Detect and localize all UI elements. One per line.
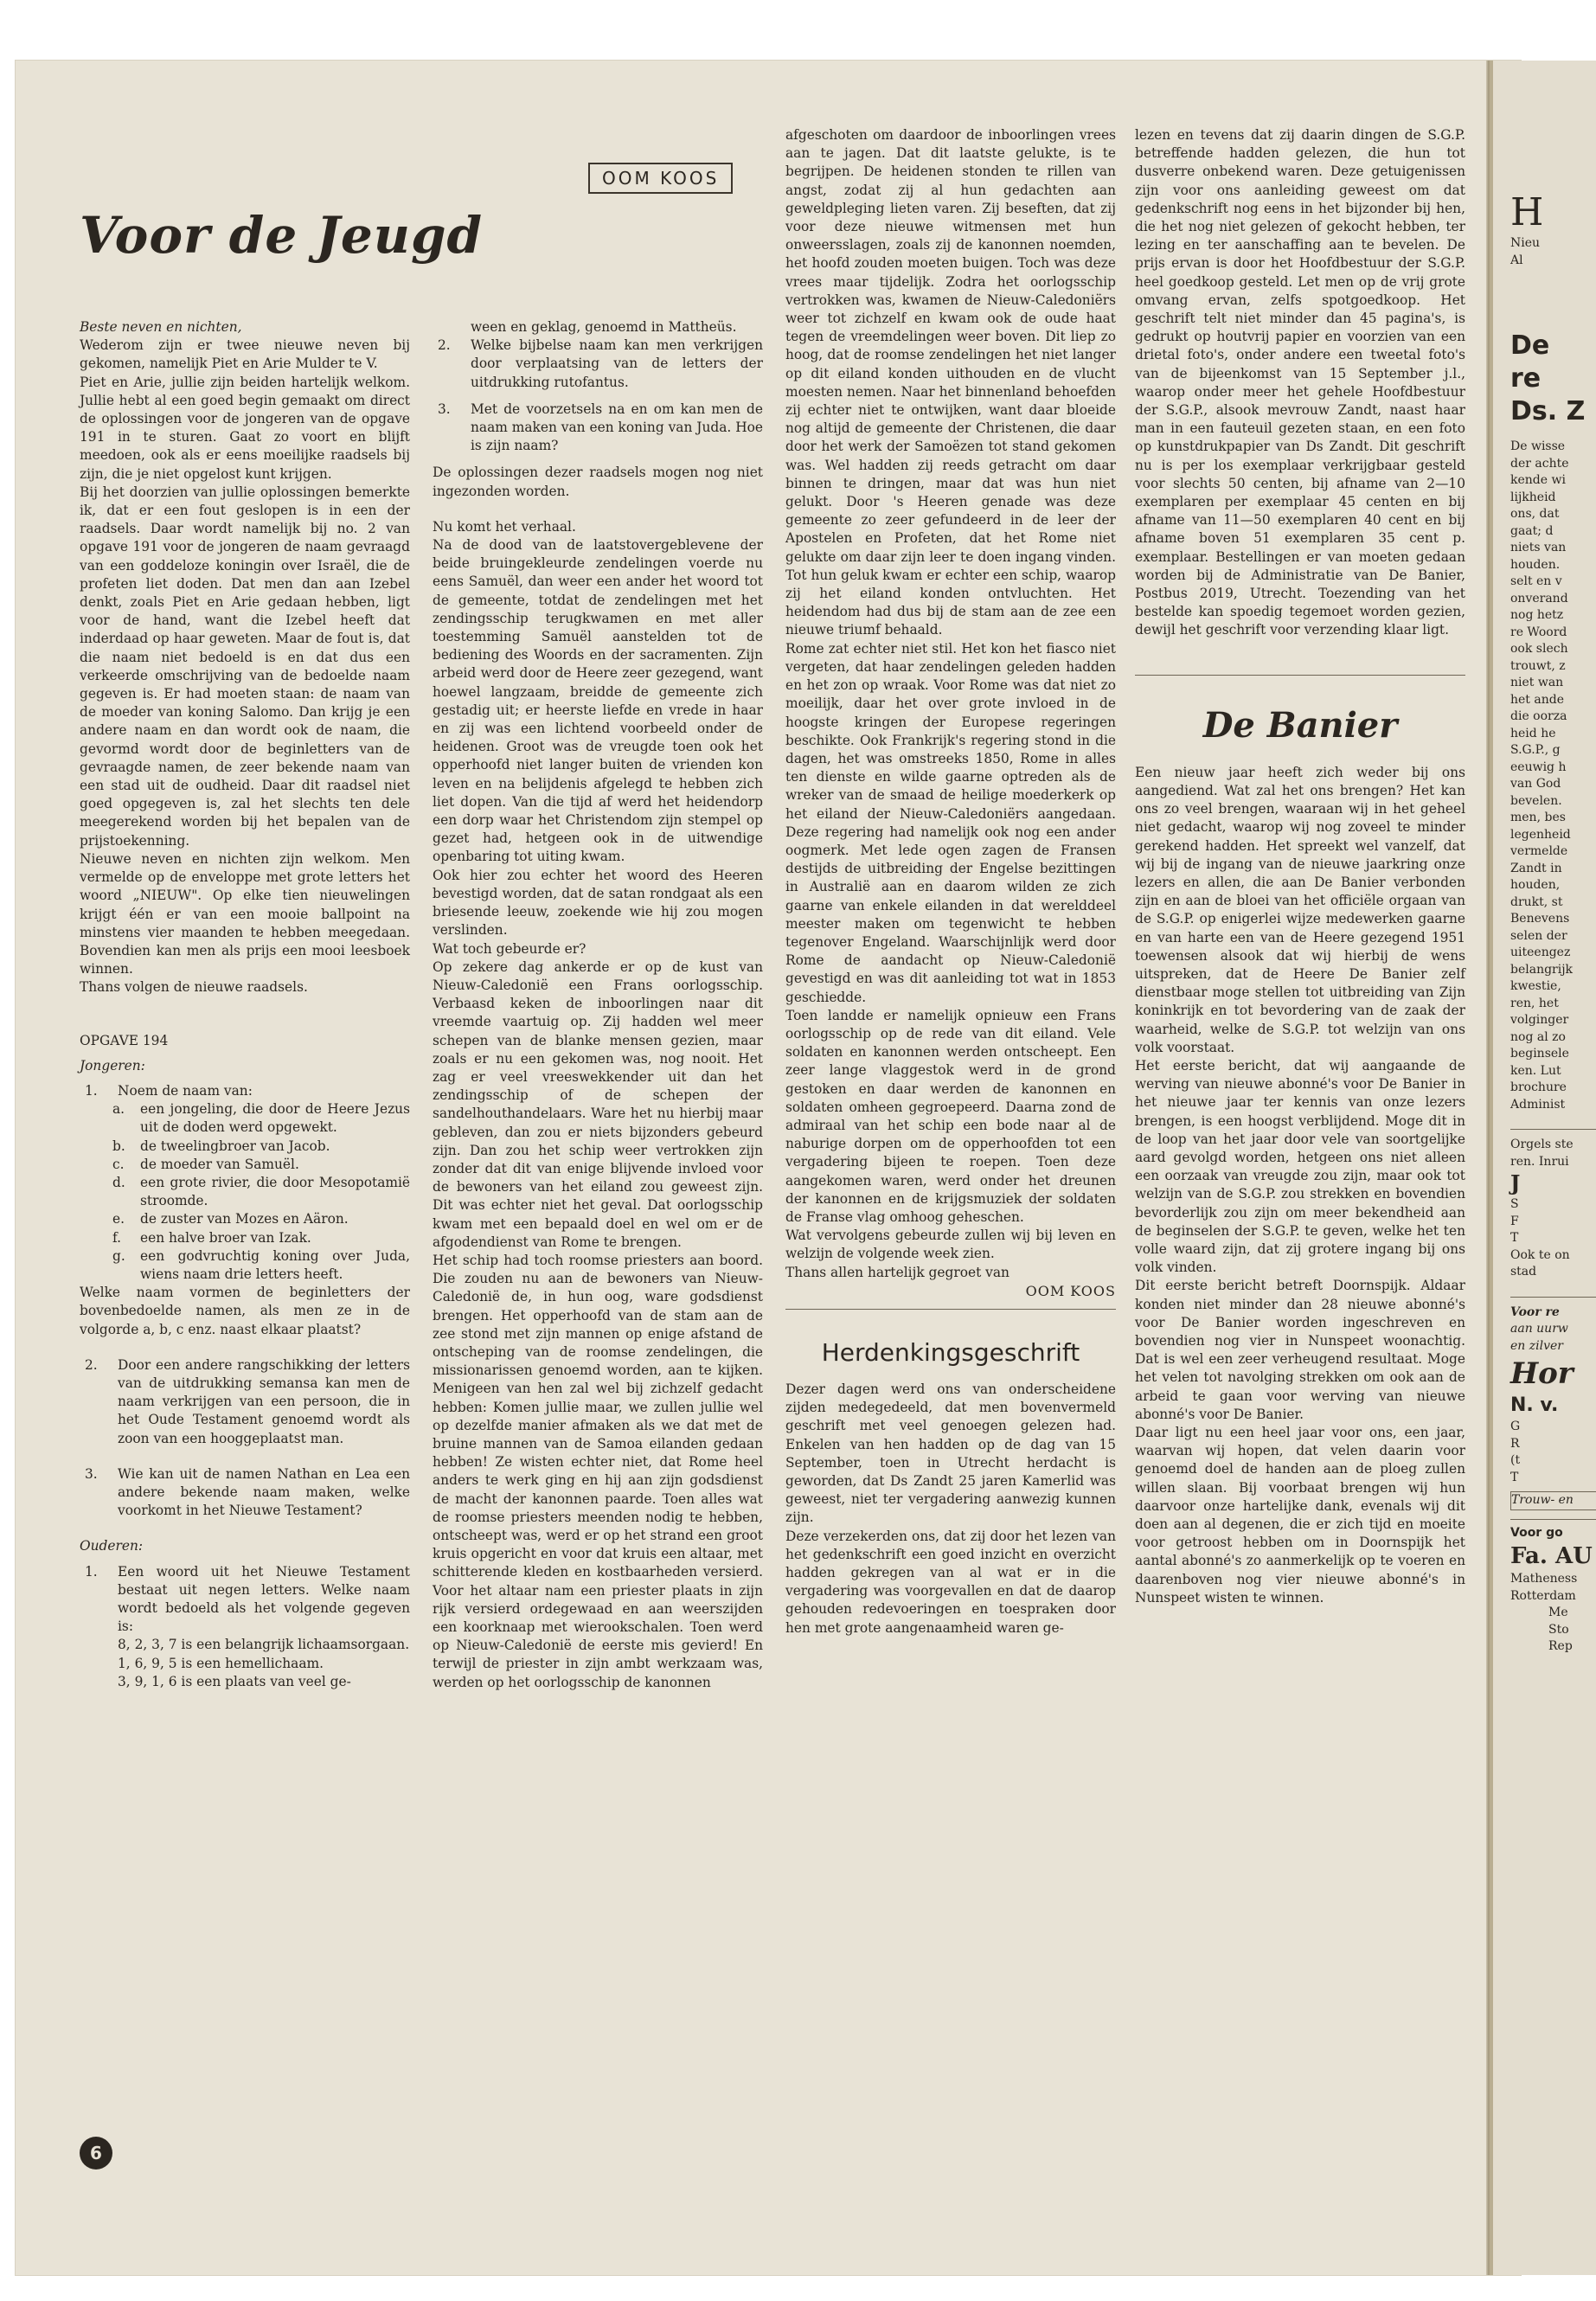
fragment-line: houden,	[1510, 878, 1561, 892]
question-item: 2. Door een andere rangschikking der letters van de uitdrukking semansa kan men de naam verkrijgen van een persoon, die in het Oude Testament genoemd wordt als zoon van een hooggeplaatst man.	[85, 1356, 410, 1446]
paragraph: Wat vervolgens gebeurde zullen wij bij leven en welzijn de volgende week zien.	[785, 1227, 1116, 1262]
fragment-line: S	[1510, 1197, 1519, 1211]
sub-question: c. de moeder van Samuël.	[112, 1156, 299, 1172]
fragment-line: der achte	[1510, 456, 1569, 471]
fragment-line: Voor re	[1510, 1304, 1560, 1319]
author-box	[588, 163, 733, 194]
paragraph: Toen landde er namelijk opnieuw een Frans oorlogsschip op de rede van dit eiland. Vele soldaten en kanonnen werden ontscheept. Een zeer lange vlaggestok werd in de grond gestoken en daar werden de kanonnen en soldaten omheen gegroepeerd. Daarna zond de admiraal van het schip een bode naar al de naburige dorpen om de opperhoofden tot een vergadering bijeen te roepen. Toen deze aangekomen waren, werd onder het dreunen der kanonnen en de krijgsmuziek der soldaten de Franse vlag omhoog geheschen.	[785, 1007, 1116, 1225]
fragment-line: aan uurw	[1510, 1322, 1568, 1336]
paragraph: Deze verzekerden ons, dat zij door het lezen van het gedenkschrift een goed inzicht en overzicht hadden gekregen van al wat er in die vergadering was voorgevallen en dat de daarop gehouden redevoeringen en toespraken door hen met grote aangenaamheid waren ge-	[785, 1528, 1116, 1636]
fragment-line: S.G.P., g	[1510, 743, 1561, 757]
fragment-line: re	[1510, 363, 1542, 394]
fragment-line: die oorza	[1510, 709, 1567, 723]
fragment-line: R	[1510, 1436, 1520, 1451]
fragment-line: Voor go	[1510, 1525, 1563, 1540]
fragment-line: heid he	[1510, 726, 1556, 740]
paragraph: Thans allen hartelijk gegroet van	[785, 1264, 1010, 1280]
paragraph: Thans volgen de nieuwe raadsels.	[80, 979, 308, 996]
author-box-label: OOM KOOS	[588, 163, 733, 194]
paragraph: Dezer dagen werd ons van onderscheidene zijden medegedeeld, dat men bovenvermeld geschrift met veel genoegen gelezen had. Enkelen van hen hadden op de dag van 15 September, toen in Utrecht herdacht is geworden, dat Ds Zandt 25 jaren Kamerlid was geweest, niet ter vergadering aanwezig kunnen zijn.	[785, 1381, 1116, 1526]
adjacent-page-text	[1510, 190, 1596, 1656]
fragment-line: beginsele	[1510, 1047, 1569, 1061]
sub-question: f. een halve broer van Izak.	[112, 1229, 311, 1246]
fragment-line: De	[1510, 330, 1550, 361]
sub-question: d. een grote rivier, die door Mesopotamië stroomde.	[112, 1174, 410, 1209]
fragment-line: kende wi	[1510, 473, 1566, 487]
fragment-line: Hor	[1510, 1356, 1574, 1391]
paragraph: Nieuwe neven en nichten zijn welkom. Men vermelde op de enveloppe met grote letters het woord „NIEUW". Op elke tien nieuwelingen krijgt één er van een mooie ballpoint na minstens vier maanden te hebben meegedaan. Bovendien kan men als prijs een mooi leesboek winnen.	[80, 850, 410, 977]
fragment-line: Me	[1548, 1606, 1568, 1619]
fragment-line: Rep	[1548, 1639, 1573, 1653]
paragraph: De oplossingen dezer raadsels mogen nog niet ingezonden worden.	[433, 465, 763, 499]
fragment-line: Rotterdam	[1510, 1588, 1576, 1603]
fragment-line: ken. Lut	[1510, 1063, 1561, 1078]
paragraph: afgeschoten om daardoor de inboorlingen vrees aan te jagen. Dat dit laatste gelukte, is te begrijpen. De heidenen stonden te rillen van angst, zodat zij al hun gedachten aan geweldpleging lieten varen. Zij beseften, dat zij voor deze nieuwe witmensen met hun onweersslagen, zoals zij de kanonnen noemden, het hoofd zouden moeten buigen. Toch was deze vrees maar tijdelijk. Zodra het oorlogsschip vertrokken was, kwamen de Nieuw-Caledoniërs weer tot zichzelf en kwam ook de oude haat tegen de vreemdelingen weer boven. Dit liep zo hoog, dat de roomse zendelingen het niet langer op dit eiland konden uithouden en de vlucht moesten nemen. Naar het binnenland behoefden zij echter niet te ontwijken, want daar bloeide nog altijd de gemeente der Christenen, die daar door het werk der Samoëzen tot stand gekomen was. Wel hadden zij reeds getracht om daar binnen te dringen, maar dat was hun niet gelukt. Door 's Heeren genade was deze gemeente zo zeer gefundeerd in de leer der Apostelen en Profeten, dat het Rome niet gelukte om daar zijn leer te doen ingang vinden. Tot hun geluk kwam er echter een schip, waarop zij het eiland konden ontvluchten. Het heidendom had dus bij de stam aan de zee een nieuwe triumf behaald.	[785, 127, 1116, 638]
question-list	[80, 1082, 410, 1100]
paragraph: Het schip had toch roomse priesters aan boord. Die zouden nu aan de bewoners van Nieuw-Caledonië de, in hun oog, ware godsdienst brengen. Het opperhoofd van de stam aan de zee stond met zijn mannen op enige afstand de ontscheping van de roomse zendelingen, die missionarissen genoemd worden, aan te kijken. Menigeen van hen zal wel bij zichzelf gedacht hebben: Komen jullie maar, we zullen jullie wel op dezelfde manier afmaken als we dat met de bruine mannen van de Samoa eilanden gedaan hebben! Ze wisten echter niet, dat Rome heel anders te werk ging en hij aan zijn godsdienst de macht der kanonnen paarde. Toen alles wat de roomse priesters meenden nodig te hebben, ontscheept was, werd er op het strand een groot kruis opgericht en voor dat kruis een altaar, met schitterende kleden en kostbaarheden versierd. Voor het altaar nam een priester plaats in zijn rijk versierd ordegewaad en aan weerszijden een koorknaap met wierookschalen. Toen werd op Nieuw-Caledonië de eerste mis gevierd! En terwijl de priester in zijn ambt werkzaam was, werden op het oorlogsschip de kanonnen	[433, 1252, 763, 1690]
fragment-line: J	[1510, 1170, 1521, 1195]
greeting: Beste neven en nichten,	[80, 319, 242, 335]
riddle-line: 3, 9, 1, 6 is een plaats van veel ge-	[118, 1673, 351, 1689]
question-list	[80, 1563, 410, 1691]
fragment-line: men, bes	[1510, 811, 1566, 824]
fragment-line: brochure	[1510, 1080, 1567, 1094]
fragment-line: eeuwig h	[1510, 760, 1567, 774]
paragraph: Dit eerste bericht betreft Doornspijk. Aldaar konden niet minder dan 28 nieuwe abonné's voor De Banier worden ingeschreven en bovendien nog vier in Nunspeet woonachtig. Dat is wel een zeer verheugend resultaat. Moge het velen tot navolging strekken om ook aan de arbeid te gaan voor werving van nieuwe abonné's voor De Banier.	[1135, 1278, 1465, 1422]
question-item: 1. Een woord uit het Nieuwe Testament bestaat uit negen letters. Welke naam wordt bedoeld als het volgende gegeven is: 8, 2, 3, 7 is een belangrijk lichaamsorgaan. 1, 6, 9, 5 is een hemellichaam. 3, 9, 1, 6 is een plaats van veel ge-	[80, 1563, 410, 1691]
fragment-line: trouwt, z	[1510, 658, 1566, 673]
sub-question: b. de tweelingbroer van Jacob.	[112, 1138, 330, 1154]
fragment-line: Al	[1510, 253, 1523, 267]
fragment-line: De wisse	[1510, 439, 1566, 453]
fragment-line: vermelde	[1510, 844, 1568, 858]
sub-question: g. een godvruchtig koning over Juda, wiens naam drie letters heeft.	[112, 1247, 410, 1282]
ouderen-label: Ouderen:	[80, 1538, 144, 1554]
fragment-line: lijkheid	[1510, 490, 1556, 504]
fragment-line: Nieu	[1510, 236, 1541, 250]
opgave-heading: OPGAVE 194	[80, 1032, 169, 1048]
fragment-line: Sto	[1548, 1622, 1569, 1637]
paragraph: Bij het doorzien van jullie oplossingen bemerkte ik, dat er een fout geslopen is in een der raadsels. Daar wordt namelijk bij no. 2 van opgave 191 voor de jongeren de naam gevraagd van een goddeloze koningin over Israël, die de profeten liet doden. Dat men dan aan Izebel denkt, zoals Piet en Arie gedaan hebben, ligt voor de hand, want die Izebel heeft dat inderdaad op haar geweten. Maar de fout is, dat die naam niet bedoeld is en dat dus een verkeerde omschrijving van de bedoelde naam gegeven is. Er had moeten staan: de naam van de moeder van koning Salomo. Dan krijg je een andere naam en dan wordt ook de naam, die gevormd wordt door de beginletters van de gevraagde namen, de zeer bekende naam van een stad uit de oudheid. Daar dit raadsel niet goed opgegeven is, zal het slechts ten dele meegerekend worden bij het bepalen van de prijstoekenning.	[80, 484, 410, 849]
column-2	[433, 318, 763, 1692]
fragment-line: niet wan	[1510, 676, 1564, 689]
paragraph: Rome zat echter niet stil. Het kon het fiasco niet vergeten, dat haar zendelingen geleden hadden en het zon op wraak. Voor Rome was dat niet zo moeilijk, daar het over grote invloed in de hoogste kringen der Europese regeringen beschikte. Ook Frankrijk's regering stond in die dagen, het was omstreeks 1850, Rome in alles ten dienste en wilde gaarne optreden als de wreker van de smaad de heilige moederkerk op het eiland der Nieuw-Caledoniërs aangedaan. Deze regering had namelijk ook nog een ander oogmerk. Met lede ogen zagen de Fransen destijds de uitbreiding der Engelse bezittingen in Australië aan en daarom wilden ze zich gaarne van enkele eilanden in dat werelddeel meester maken om tegenwicht te hebben tegenover Engeland. Waarschijnlijk werd door Rome de aandacht op Nieuw-Caledonië gevestigd en was dit aanleiding tot wat in 1853 geschiedde.	[785, 640, 1116, 1005]
sub-question: e. de zuster van Mozes en Aäron.	[112, 1211, 349, 1227]
fragment-line: kwestie,	[1510, 979, 1561, 993]
page-number: 6	[80, 2137, 112, 2170]
signature: OOM KOOS	[1025, 1282, 1116, 1299]
fragment-line: uiteengez	[1510, 945, 1571, 959]
paragraph: Na de dood van de laatstovergeblevene der beide bruingekleurde zendelingen voerde nu eens Samuël, dan weer een ander het woord tot de gemeente, totdat de zendelingen met het zendingsschip terugkwamen en met aller toestemming Samuël aanstelden tot de bediening des Woords en der sacramenten. Zijn arbeid werd door de Heere zeer gezegend, want hoewel langzaam, breidde de gemeente zich gestadig uit; er heerste liefde en vrede in haar en zij was een lichtend voorbeeld onder de heidenen. Groot was de vreugde toen ook het opperhoofd niet langer buiten de vrienden kon leven en na belijdenis afgelegd te hebben zich liet dopen. Van die tijd af werd het heidendorp een dorp waar het Christendom zijn stempel op gezet had, hetgeen ook in de uitwendige openbaring tot uiting kwam.	[433, 537, 763, 865]
fragment-line: gaat; d	[1510, 523, 1554, 538]
fragment-line: Administ	[1510, 1097, 1566, 1112]
paragraph: Welke naam vormen de beginletters der bovenbedoelde namen, als men ze in de volgorde a, b, c enz. naast elkaar plaatst?	[80, 1285, 410, 1337]
divider	[785, 1309, 1116, 1310]
fragment-line: G	[1510, 1420, 1521, 1433]
question-list	[433, 318, 763, 392]
question-item: 1. Noem de naam van:	[85, 1082, 253, 1099]
fragment-line: Ook te on	[1510, 1247, 1570, 1262]
column-4	[1135, 126, 1465, 1607]
fragment-line: Trouw- en	[1510, 1491, 1596, 1510]
fragment-line: nog hetz	[1510, 608, 1564, 622]
fragment-line: legenheid	[1510, 827, 1571, 842]
paragraph: Een nieuw jaar heeft zich weder bij ons aangediend. Wat zal het ons brengen? Het kan ons zo veel brengen, waaraan wij in het geheel niet gedacht, waarop wij nog zoveel te minder gerekend hadden. Het spreekt wel vanzelf, dat wij bij de ingang van de nieuwe jaarkring onze lezers en allen, die aan De Banier verbonden zijn en aan de bloei van het officiële orgaan van de S.G.P. op enigerlei wijze medewerken gaarne en van harte een van de Heere gezegend 1951 toewensen alsook dat wij hierbij de wens uitspreken, dat de Heere De Banier zelf dienstbaar moge stellen tot uitbreiding van Zijn koninkrijk en tot bevordering van de zaak der waarheid, welke de S.G.P. tot welzijn van ons volk voorstaat.	[1135, 764, 1465, 1055]
fragment-line: Zandt in	[1510, 861, 1562, 875]
adjacent-page	[1490, 61, 1596, 2275]
fragment-line: ook slech	[1510, 642, 1568, 656]
paragraph: Ook hier zou echter het woord des Heeren bevestigd worden, dat de satan rondgaat als een briesende leeuw, zoekende wie hij zou mogen verslinden.	[433, 867, 763, 939]
fragment-line: van God	[1510, 777, 1561, 791]
paragraph: Op zekere dag ankerde er op de kust van Nieuw-Caledonië een Frans oorlogsschip. Verbaasd keken de inboorlingen naar dit vreemde vaartuig op. Zij hadden wel meer schepen van de blanke mensen gezien, maar zoals er nu een gekomen was, nog nooit. Het zag er veel vreeswekkender uit dan het zendingsschip of de schepen der sandelhouthandelaars. Ware het nu hierbij maar gebleven, dan zou er niets bijzonders gebeurd zijn. Dan zou het schip weer vertrokken zijn zonder dat dit van enige blijvende invloed voor de bewoners van het eiland zou geweest zijn. Dit was echter niet het geval. Dat oorlogsschip kwam met een bepaald doel en wel om er de afgodendienst van Rome te brengen.	[433, 958, 763, 1250]
question-list	[80, 1465, 410, 1521]
jongeren-label: Jongeren:	[80, 1057, 145, 1074]
fragment-line: F	[1510, 1214, 1519, 1228]
fragment-line: re Woord	[1510, 625, 1567, 639]
question-item: 3. Met de voorzetsels na en om kan men de naam maken van een koning van Juda. Hoe is zijn naam?	[438, 401, 763, 454]
sub-question: a. een jongeling, die door de Heere Jezus uit de doden werd opgewekt.	[112, 1101, 410, 1136]
column-1	[80, 318, 410, 1691]
paragraph: Nu komt het verhaal.	[433, 518, 576, 535]
fragment-line: Matheness	[1510, 1572, 1578, 1586]
fragment-line: T	[1510, 1470, 1519, 1484]
column-3	[785, 126, 1116, 1638]
fragment-line: nog al zo	[1510, 1029, 1566, 1044]
fragment-line: niets van	[1510, 541, 1567, 554]
paragraph: Het eerste bericht, dat wij aangaande de werving van nieuwe abonné's voor De Banier in het nieuwe jaar ter kennis van onze lezers brengen, is een hoogst verblijdend. Moge dit in de loop van het jaar door vele van soortgelijke aard gevolgd worden, hetgeen ons niet alleen een oorzaak van vreugde zou zijn, maar ook tot welzijn van de S.G.P. zou strekken en bovendien bevorderlijk zou zijn om meer bekendheid aan de beginselen der S.G.P. te geven, welke het ten volle waard zijn, dat zij grotere ingang bij ons volk vinden.	[1135, 1057, 1465, 1276]
paragraph: lezen en tevens dat zij daarin dingen de S.G.P. betreffende hadden gelezen, die hun tot dusverre onbekend waren. Deze getuigenissen zijn voor ons aanleiding geweest om dat gedenkschrift nog eens in het bijzonder bij hen, die het nog niet gelezen of gekocht hebben, ter lezing en ter aanschaffing aan te bevelen. De prijs ervan is door het Hoofdbestuur der S.G.P. heel goedkoop gesteld. Let men op de vrij grote omvang ervan, zelfs spotgoedkoop. Het geschrift telt niet minder dan 45 pagina's, is gedrukt op houtvrij papier en voorzien van een drietal foto's, onder andere een tweetal foto's van de bijeenkomst van 15 September j.l., waarop onder meer het gehele Hoofdbestuur der S.G.P., alsook mevrouw Zandt, naast haar man in een fauteuil gezeten staan, en een foto op kunstdrukpapier van Ds Zandt. Dit geschrift nu is per los exemplaar verkrijgbaar gesteld voor slechts 50 centen, bij afname van 2—10 exemplaren per exemplaar 45 centen en bij afname van 11—50 exemplaren 40 cent en bij afname boven 51 exemplaren 35 cent p. exemplaar. Bestellingen er van moeten gedaan worden bij de Administratie van De Banier, Postbus 2019, Utrecht. Toezending van het bestelde kan spoedig tegemoet worden gezien, dewijl het geschrift voor verzending klaar ligt.	[1135, 127, 1465, 638]
question-list	[80, 1356, 410, 1448]
fragment-line: Fa. AU	[1510, 1543, 1593, 1569]
riddle-line: 8, 2, 3, 7 is een belangrijk lichaamsorgaan.	[118, 1637, 410, 1653]
section-title-herdenkingsgeschrift: Herdenkingsgeschrift	[821, 1338, 1080, 1367]
fragment-line: drukt, st	[1510, 894, 1563, 909]
question-item: 2. Welke bijbelse naam kan men verkrijgen door verplaatsing van de letters der uitdrukking rutofantus.	[438, 337, 763, 390]
fragment-line: en zilver	[1510, 1338, 1563, 1353]
fragment-line: Ds. Z	[1510, 396, 1586, 426]
paragraph: Piet en Arie, jullie zijn beiden hartelijk welkom. Jullie hebt al een goed begin gemaakt om direct de oplossingen voor de jongeren van de opgave 191 in te sturen. Gaat zo voort en blijft meedoen, ook als er eens moeilijke raadsels bij zijn, die je niet opgelost kunt krijgen.	[80, 374, 410, 482]
fragment-line: selen der	[1510, 928, 1567, 943]
fragment-line: bevelen.	[1510, 793, 1562, 808]
fragment-line: ren. Inrui	[1510, 1154, 1569, 1169]
fragment-line: T	[1510, 1231, 1519, 1245]
fragment-line: houden.	[1510, 557, 1561, 572]
question-item: ween en geklag, genoemd in Mattheüs.	[471, 319, 737, 335]
fragment-line: selt en v	[1510, 574, 1562, 588]
fragment-line: Benevens	[1510, 912, 1570, 926]
divider	[1135, 675, 1465, 676]
fragment-line: onverand	[1510, 591, 1568, 606]
fragment-line: N. v.	[1510, 1394, 1559, 1416]
fragment-line: H	[1510, 190, 1544, 234]
sub-question-list	[80, 1100, 410, 1284]
fragment-line: het ande	[1510, 692, 1564, 707]
fragment-line: ons, dat	[1510, 507, 1560, 521]
question-item: 3. Wie kan uit de namen Nathan en Lea een andere bekende naam maken, welke voorkomt in het Nieuwe Testament?	[85, 1465, 410, 1519]
page-title: Voor de Jeugd	[80, 206, 484, 265]
section-title-de-banier: De Banier	[1202, 704, 1398, 746]
fragment-line: volginger	[1510, 1013, 1569, 1027]
fragment-line: Orgels ste	[1510, 1138, 1574, 1151]
fragment-line: (t	[1510, 1453, 1521, 1467]
paragraph: Daar ligt nu een heel jaar voor ons, een jaar, waarvan wij hopen, dat velen daarin voor genoemd doel de handen aan de ploeg zullen willen slaan. Bij voorbaat brengen wij hun daarvoor onze hartelijke dank, evenals wij dit doen aan al degenen, die er zich tijd en moeite voor getroost hebben om in Doornspijk het aantal abonné's zo aanmerkelijk op te voeren en daarenboven nog vier nieuwe abonné's in Nunspeet wisten te winnen.	[1135, 1425, 1465, 1606]
fragment-line: stad	[1510, 1265, 1537, 1279]
fragment-line: belangrijk	[1510, 962, 1574, 977]
question-list	[433, 401, 763, 456]
fragment-line: ren, het	[1510, 996, 1559, 1010]
paragraph: Wederom zijn er twee nieuwe neven bij gekomen, namelijk Piet en Arie Mulder te V.	[80, 337, 410, 372]
paragraph: Wat toch gebeurde er?	[433, 940, 586, 957]
riddle-line: 1, 6, 9, 5 is een hemellichaam.	[118, 1655, 324, 1671]
